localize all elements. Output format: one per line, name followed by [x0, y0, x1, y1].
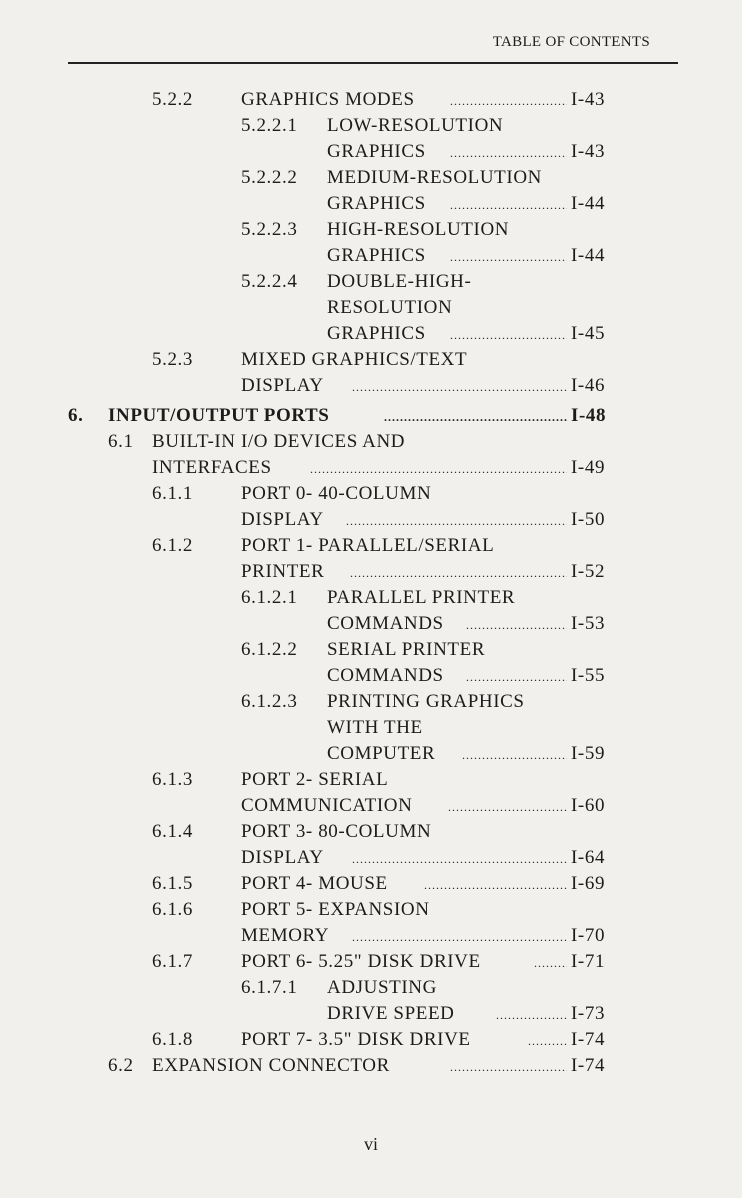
- toc-entry: [0, 768, 742, 792]
- toc-entry-number: 6.1.4: [152, 821, 193, 842]
- toc-entry-page: I-70: [571, 925, 606, 946]
- header-rule: [68, 62, 678, 64]
- toc-entry-page: I-52: [571, 561, 606, 582]
- dot-leader: [424, 872, 567, 897]
- toc-entry-title: COMMANDS: [327, 613, 444, 634]
- toc-entry-title: PORT 2- SERIAL: [241, 769, 389, 790]
- toc-entry-title: MIXED GRAPHICS/TEXT: [241, 349, 468, 370]
- toc-entry-number: 5.2.2: [152, 89, 193, 110]
- toc-entry-page: I-46: [571, 375, 606, 396]
- toc-entry-number: 6.1.7.1: [241, 977, 298, 998]
- toc-entry: [0, 114, 742, 138]
- toc-entry-title: DRIVE SPEED: [327, 1003, 455, 1024]
- toc-entry-title: GRAPHICS: [327, 323, 426, 344]
- toc-entry-page: I-69: [571, 873, 606, 894]
- toc-entry: [0, 820, 742, 844]
- toc-entry-title: GRAPHICS: [327, 193, 426, 214]
- dot-leader: [346, 508, 567, 533]
- toc-entry-title: PORT 4- MOUSE: [241, 873, 388, 894]
- dot-leader: [448, 794, 567, 819]
- toc-entry-title: INTERFACES: [152, 457, 272, 478]
- toc-entry-title: RESOLUTION: [327, 297, 453, 318]
- toc-entry: [0, 270, 742, 294]
- dot-leader: [496, 1002, 567, 1027]
- toc-entry: [0, 950, 742, 974]
- dot-leader: [350, 560, 567, 585]
- toc-entry-title: LOW-RESOLUTION: [327, 115, 504, 136]
- toc-entry-title: WITH THE: [327, 717, 423, 738]
- toc-entry-number: 6.2: [108, 1055, 134, 1076]
- toc-entry-title: PORT 7- 3.5" DISK DRIVE: [241, 1029, 471, 1050]
- toc-entry: [0, 482, 742, 506]
- toc-entry-page: I-44: [571, 193, 606, 214]
- toc-entry: [0, 846, 742, 870]
- toc-entry-title: ADJUSTING: [327, 977, 437, 998]
- dot-leader: [450, 140, 567, 165]
- toc-entry-title: COMMANDS: [327, 665, 444, 686]
- toc-entry-title: DOUBLE-HIGH-: [327, 271, 472, 292]
- toc-entry: [0, 742, 742, 766]
- toc-entry-title: SERIAL PRINTER: [327, 639, 486, 660]
- toc-entry: [0, 430, 742, 454]
- toc-entry: [0, 374, 742, 398]
- toc-entry-number: 6.1.5: [152, 873, 193, 894]
- toc-entry-number: 6.1.8: [152, 1029, 193, 1050]
- toc-entry: [0, 140, 742, 164]
- toc-entry-title: COMMUNICATION: [241, 795, 413, 816]
- toc-entry: [0, 612, 742, 636]
- dot-leader: [466, 664, 567, 689]
- toc-entry-page: I-43: [571, 141, 606, 162]
- toc-entry-number: 6.1.2.3: [241, 691, 298, 712]
- toc-entry: [0, 534, 742, 558]
- dot-leader: [352, 374, 567, 399]
- toc-entry-page: I-73: [571, 1003, 606, 1024]
- dot-leader: [450, 88, 567, 113]
- toc-entry: [0, 456, 742, 480]
- toc-entry-number: 5.2.2.1: [241, 115, 298, 136]
- toc-entry-title: INPUT/OUTPUT PORTS: [108, 405, 330, 426]
- toc-entry-page: I-55: [571, 665, 606, 686]
- toc-entry-page: I-59: [571, 743, 606, 764]
- toc-entry-title: PORT 1- PARALLEL/SERIAL: [241, 535, 495, 556]
- toc-entry-page: I-45: [571, 323, 606, 344]
- dot-leader: [462, 742, 567, 767]
- toc-entry: [0, 404, 742, 428]
- toc-entry-title: MEMORY: [241, 925, 330, 946]
- toc-entry: [0, 586, 742, 610]
- toc-entry-number: 6.1.2.1: [241, 587, 298, 608]
- toc-entry-number: 6.1.3: [152, 769, 193, 790]
- toc-entry: [0, 296, 742, 320]
- toc-entry-number: 6.1: [108, 431, 134, 452]
- toc-entry: [0, 664, 742, 688]
- toc-entry-number: 5.2.2.3: [241, 219, 298, 240]
- toc-entry-title: DISPLAY: [241, 847, 324, 868]
- toc-entry-title: PARALLEL PRINTER: [327, 587, 516, 608]
- toc-entry-title: BUILT-IN I/O DEVICES AND: [152, 431, 406, 452]
- toc-entry-page: I-50: [571, 509, 606, 530]
- toc-entry-title: PORT 0- 40-COLUMN: [241, 483, 432, 504]
- page-number: vi: [363, 1134, 378, 1154]
- toc-entry-title: PORT 6- 5.25" DISK DRIVE: [241, 951, 481, 972]
- toc-entry-title: PORT 5- EXPANSION: [241, 899, 430, 920]
- toc-entry-page: I-60: [571, 795, 606, 816]
- toc-entry-page: I-71: [571, 951, 606, 972]
- toc-entry: [0, 690, 742, 714]
- toc-entry-number: 6.1.7: [152, 951, 193, 972]
- dot-leader: [352, 846, 567, 871]
- toc-entry: [0, 794, 742, 818]
- dot-leader: [450, 192, 567, 217]
- toc-entry: [0, 348, 742, 372]
- toc-entry-page: I-49: [571, 457, 606, 478]
- toc-entry-number: 6.1.2.2: [241, 639, 298, 660]
- toc-entry-number: 5.2.2.4: [241, 271, 298, 292]
- toc-entry-page: I-74: [571, 1055, 606, 1076]
- toc-entry-title: GRAPHICS: [327, 141, 426, 162]
- toc-entry-number: 5.2.3: [152, 349, 193, 370]
- toc-entry-number: 6.: [68, 405, 84, 426]
- dot-leader: [450, 244, 567, 269]
- dot-leader: [310, 456, 567, 481]
- toc-entry-number: 6.1.2: [152, 535, 193, 556]
- toc-entry-page: I-44: [571, 245, 606, 266]
- dot-leader: [450, 1054, 567, 1079]
- toc-entry-number: 6.1.1: [152, 483, 193, 504]
- dot-leader: [534, 950, 567, 975]
- toc-entry: [0, 244, 742, 268]
- toc-entry: [0, 924, 742, 948]
- toc-entry-number: 5.2.2.2: [241, 167, 298, 188]
- toc-entry-page: I-48: [571, 405, 607, 426]
- toc-entry-title: PRINTING GRAPHICS: [327, 691, 525, 712]
- toc-entry: [0, 716, 742, 740]
- toc-entry-page: I-43: [571, 89, 606, 110]
- toc-entry-number: 6.1.6: [152, 899, 193, 920]
- toc-entry: [0, 872, 742, 896]
- toc-entry-title: GRAPHICS: [327, 245, 426, 266]
- toc-entry: [0, 560, 742, 584]
- toc-entry-title: PORT 3- 80-COLUMN: [241, 821, 432, 842]
- dot-leader: [384, 404, 567, 429]
- toc-entry: [0, 1028, 742, 1052]
- toc-entry: [0, 976, 742, 1000]
- toc-entry-title: MEDIUM-RESOLUTION: [327, 167, 542, 188]
- toc-entry: [0, 1002, 742, 1026]
- toc-entry-page: I-64: [571, 847, 606, 868]
- toc-entry-title: EXPANSION CONNECTOR: [152, 1055, 390, 1076]
- toc-entry-title: PRINTER: [241, 561, 325, 582]
- toc-entry-title: GRAPHICS MODES: [241, 89, 415, 110]
- toc-entry-title: HIGH-RESOLUTION: [327, 219, 510, 240]
- toc-entry: [0, 218, 742, 242]
- toc-entry-title: DISPLAY: [241, 509, 324, 530]
- toc-entry-page: I-53: [571, 613, 606, 634]
- dot-leader: [466, 612, 567, 637]
- toc-entry: [0, 508, 742, 532]
- dot-leader: [450, 322, 567, 347]
- toc-entry: [0, 88, 742, 112]
- toc-entry: [0, 166, 742, 190]
- toc-entry-page: I-74: [571, 1029, 606, 1050]
- toc-entry-title: DISPLAY: [241, 375, 324, 396]
- toc-entry: [0, 192, 742, 216]
- dot-leader: [528, 1028, 567, 1053]
- toc-entry: [0, 638, 742, 662]
- dot-leader: [352, 924, 567, 949]
- toc-entry-title: COMPUTER: [327, 743, 436, 764]
- toc-entry: [0, 898, 742, 922]
- toc-entry: [0, 322, 742, 346]
- toc-entry: [0, 1054, 742, 1078]
- running-header: TABLE OF CONTENTS: [492, 34, 650, 50]
